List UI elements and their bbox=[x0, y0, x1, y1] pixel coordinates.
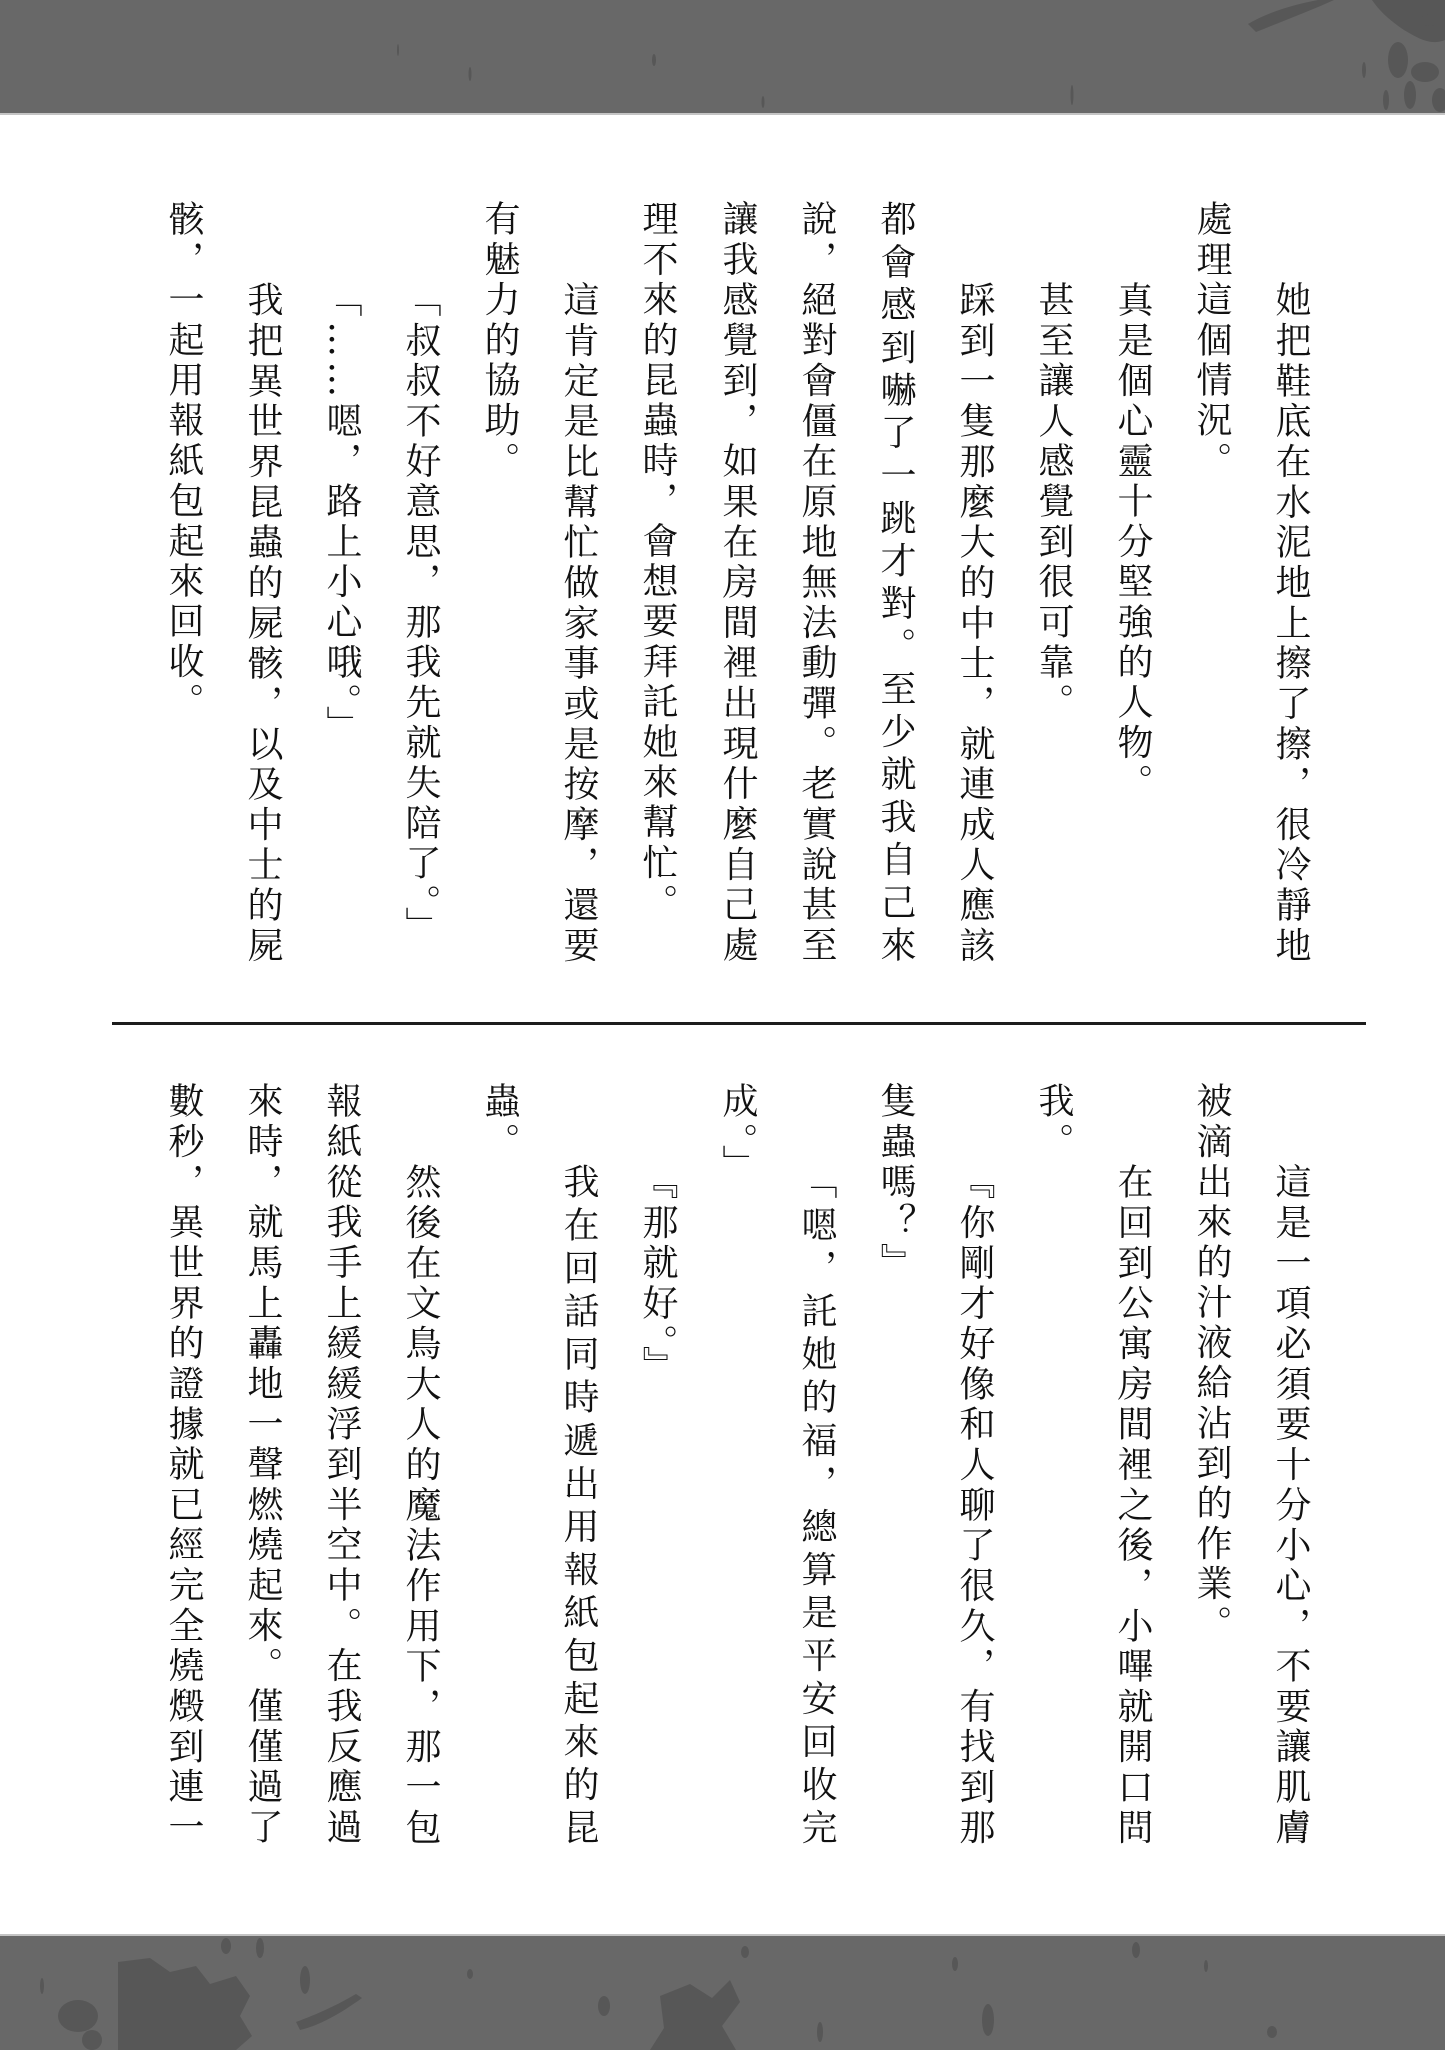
dialogue-column: 「叔叔不好意思，那我先就失陪了。」 bbox=[400, 280, 441, 946]
dialogue-column: 『那就好。』 bbox=[637, 1162, 678, 1386]
section-divider bbox=[112, 1022, 1366, 1025]
dialogue-column: 「嗯，託她的福，總算是平安回收完 bbox=[796, 1162, 837, 1848]
text-column: 報紙從我手上緩緩浮到半空中。在我反應過 bbox=[321, 1082, 362, 1848]
footer-band bbox=[0, 1934, 1445, 2050]
dialogue-column: 隻蟲嗎？』 bbox=[875, 1082, 916, 1283]
text-column: 真是個心靈十分堅強的人物。 bbox=[1112, 280, 1153, 804]
header-band bbox=[0, 0, 1445, 115]
text-column: 踩到一隻那麼大的中士，就連成人應該 bbox=[954, 280, 995, 966]
text-column: 骸，一起用報紙包起來回收。 bbox=[163, 200, 204, 723]
text-column: 來時，就馬上轟地一聲燃燒起來。僅僅過了 bbox=[242, 1082, 283, 1848]
dialogue-column: 成。」 bbox=[717, 1082, 758, 1185]
text-column: 理不來的昆蟲時，會想要拜託她來幫忙。 bbox=[637, 200, 678, 924]
text-column: 有魅力的協助。 bbox=[479, 200, 520, 482]
text-column: 她把鞋底在水泥地上擦了擦，很冷靜地 bbox=[1270, 280, 1311, 966]
text-column: 我在回話同時遞出用報紙包起來的昆 bbox=[558, 1162, 599, 1848]
text-column: 我。 bbox=[1033, 1082, 1074, 1163]
text-column: 都會感到嚇了一跳才對。至少就我自己來 bbox=[875, 200, 916, 966]
text-column: 處理這個情況。 bbox=[1191, 200, 1232, 482]
text-column: 說，絕對會僵在原地無法動彈。老實說甚至 bbox=[796, 200, 837, 966]
text-column: 甚至讓人感覺到很可靠。 bbox=[1033, 280, 1074, 723]
text-column: 蟲。 bbox=[479, 1082, 520, 1163]
text-column: 這是一項必須要十分小心，不要讓肌膚 bbox=[1270, 1162, 1311, 1848]
text-column: 我把異世界昆蟲的屍骸，以及中士的屍 bbox=[242, 280, 283, 966]
text-column: 數秒，異世界的證據就已經完全燒燬到連一 bbox=[163, 1082, 204, 1848]
text-block-bottom bbox=[0, 1082, 1445, 1848]
text-column: 這肯定是比幫忙做家事或是按摩，還要 bbox=[558, 280, 599, 966]
grunge-texture bbox=[0, 1936, 1445, 2050]
text-column: 被滴出來的汁液給沾到的作業。 bbox=[1191, 1082, 1232, 1645]
text-column: 在回到公寓房間裡之後，小嗶就開口問 bbox=[1112, 1162, 1153, 1848]
dialogue-column: 『你剛才好像和人聊了很久，有找到那 bbox=[954, 1162, 995, 1848]
text-column: 然後在文鳥大人的魔法作用下，那一包 bbox=[400, 1162, 441, 1848]
text-block-top bbox=[0, 200, 1445, 966]
grunge-texture bbox=[0, 0, 1445, 113]
dialogue-column: 「……嗯，路上小心哦。」 bbox=[321, 280, 362, 745]
text-column: 讓我感覺到，如果在房間裡出現什麼自己處 bbox=[717, 200, 758, 966]
